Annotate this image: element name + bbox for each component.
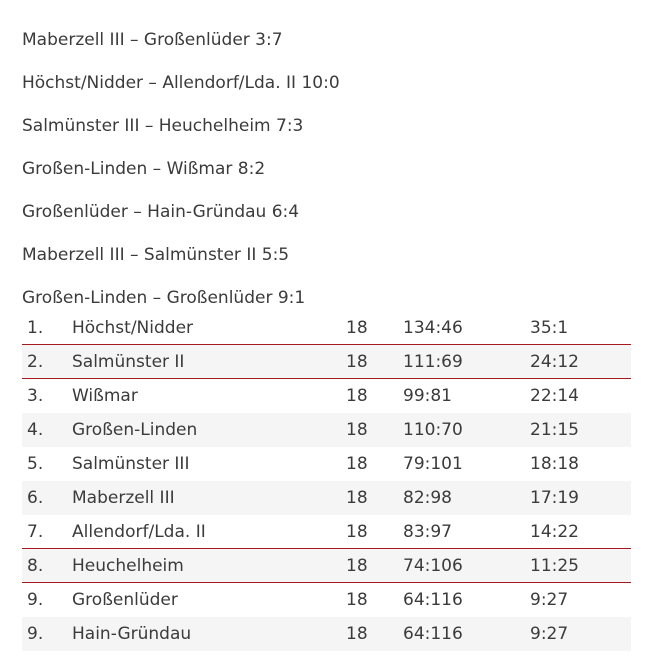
table-row [22, 413, 631, 447]
rank-cell: 5. [27, 454, 44, 474]
goals-cell: 134:46 [403, 318, 463, 338]
table-row [22, 345, 631, 379]
team-cell: Großenlüder [72, 590, 178, 610]
match-result: Großen-Linden – Großenlüder 9:1 [22, 288, 306, 308]
match-result: Maberzell III – Salmünster II 5:5 [22, 245, 290, 265]
games-cell: 18 [346, 318, 368, 338]
games-cell: 18 [346, 386, 368, 406]
rank-cell: 6. [27, 488, 44, 508]
games-cell: 18 [346, 522, 368, 542]
games-cell: 18 [346, 488, 368, 508]
table-row [22, 583, 631, 617]
goals-cell: 79:101 [403, 454, 463, 474]
table-row [22, 311, 631, 345]
match-result: Maberzell III – Großenlüder 3:7 [22, 30, 283, 50]
team-cell: Allendorf/Lda. II [72, 522, 206, 542]
table-row [22, 515, 631, 549]
points-cell: 9:27 [530, 624, 569, 644]
match-result: Höchst/Nidder – Allendorf/Lda. II 10:0 [22, 73, 340, 93]
goals-cell: 82:98 [403, 488, 452, 508]
points-cell: 11:25 [530, 556, 579, 576]
team-cell: Heuchelheim [72, 556, 184, 576]
games-cell: 18 [346, 352, 368, 372]
team-cell: Höchst/Nidder [72, 318, 194, 338]
team-cell: Großen-Linden [72, 420, 198, 440]
points-cell: 17:19 [530, 488, 579, 508]
goals-cell: 111:69 [403, 352, 463, 372]
table-row [22, 549, 631, 583]
standings-table [22, 311, 631, 651]
team-cell: Maberzell III [72, 488, 175, 508]
team-cell: Salmünster III [72, 454, 190, 474]
table-row [22, 481, 631, 515]
rank-cell: 1. [27, 318, 44, 338]
match-result: Großen-Linden – Wißmar 8:2 [22, 159, 266, 179]
games-cell: 18 [346, 420, 368, 440]
games-cell: 18 [346, 454, 368, 474]
goals-cell: 64:116 [403, 624, 463, 644]
points-cell: 35:1 [530, 318, 569, 338]
games-cell: 18 [346, 590, 368, 610]
match-result: Salmünster III – Heuchelheim 7:3 [22, 116, 304, 136]
points-cell: 22:14 [530, 386, 579, 406]
goals-cell: 99:81 [403, 386, 452, 406]
goals-cell: 110:70 [403, 420, 463, 440]
team-cell: Salmünster II [72, 352, 185, 372]
team-cell: Hain-Gründau [72, 624, 192, 644]
goals-cell: 64:116 [403, 590, 463, 610]
rank-cell: 3. [27, 386, 44, 406]
table-row [22, 379, 631, 413]
team-cell: Wißmar [72, 386, 138, 406]
points-cell: 9:27 [530, 590, 569, 610]
points-cell: 21:15 [530, 420, 579, 440]
rank-cell: 2. [27, 352, 44, 372]
goals-cell: 74:106 [403, 556, 463, 576]
rank-cell: 9. [27, 624, 44, 644]
games-cell: 18 [346, 624, 368, 644]
match-result: Großenlüder – Hain-Gründau 6:4 [22, 202, 300, 222]
points-cell: 24:12 [530, 352, 579, 372]
table-row [22, 447, 631, 481]
points-cell: 14:22 [530, 522, 579, 542]
goals-cell: 83:97 [403, 522, 452, 542]
table-row [22, 617, 631, 651]
rank-cell: 7. [27, 522, 44, 542]
points-cell: 18:18 [530, 454, 579, 474]
rank-cell: 8. [27, 556, 44, 576]
rank-cell: 9. [27, 590, 44, 610]
games-cell: 18 [346, 556, 368, 576]
rank-cell: 4. [27, 420, 44, 440]
